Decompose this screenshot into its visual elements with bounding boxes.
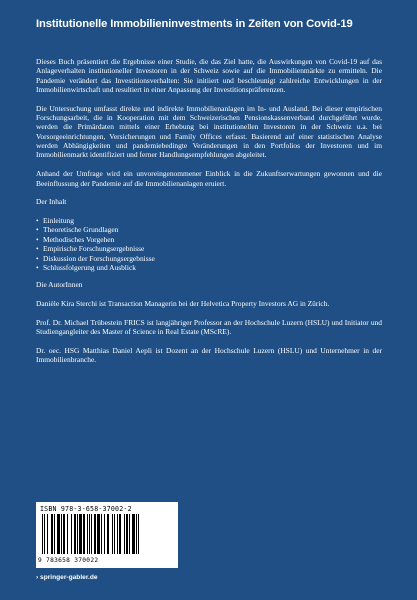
publisher-website: › springer-gabler.de [36, 574, 98, 581]
blurb-paragraph-1: Dieses Buch präsentiert die Ergebnisse einer Studie, die das Ziel hatte, die Auswirkungen von Covid-19 auf das Anlageverhalten institutioneller Investoren in der Schweiz sowie auf die Immobilienmärkte zu ermitteln. Die Pandemie verändert das Investitionsverhalten: Sie initiiert und beschleunigt zahlreiche Entwicklungen in der Immobilienwirtschaft und resultiert in einer Anpassung der Investitionspräferenzen. [36, 57, 382, 95]
authors-heading: Die AutorInnen [36, 280, 83, 290]
author-bio-2: Prof. Dr. Michael Trübestein FRICS ist langjähriger Professor an der Hochschule Luzern (HSLU) und Initiator und Studiengangleiter des Master of Science in Real Estate (MScRE). [36, 317, 382, 337]
author-bio-3: Dr. oec. HSG Matthias Daniel Aepli ist Dozent an der Hochschule Luzern (HSLU) und Unternehmer in der Immobilienbranche. [36, 346, 382, 365]
blurb-paragraph-2: Die Untersuchung umfasst direkte und indirekte Immobilienanlagen im In- und Ausland. Bei dieser empirischen Forschungsarbeit, die in Kooperation mit dem Schweizerischen Pensionskassenverband durchgeführt wurde, werden die Primärdaten mittels einer Erhebung bei institutionellen Investoren in der Schweiz u.a. bei Vorsorgeeinrichtungen, Versicherungen und Family Offices erfasst. Basierend auf einer statistischen Analyse werden Abhängigkeiten und pandemiebedingte Veränderungen in den Portfolios der Investoren und im Immobilienmarkt identifiziert und ferner Handlungsempfehlungen abgeleitet. [36, 103, 382, 160]
isbn-barcode [36, 502, 178, 568]
contents-heading: Der Inhalt [36, 197, 67, 207]
contents-item: • Einleitung [36, 216, 74, 226]
isbn-number: ISBN 978-3-658-37002-2 [40, 505, 132, 513]
contents-item: • Schlussfolgerung und Ausblick [36, 263, 136, 273]
barcode-digits: 9 783658 370022 [38, 557, 99, 564]
bullet-icon: • [36, 253, 39, 263]
bullet-icon: • [36, 225, 39, 235]
contents-item: • Empirische Forschungsergebnisse [36, 244, 145, 254]
bullet-icon: • [36, 244, 39, 254]
author-bio-1: Danièle Kira Sterchi ist Transaction Managerin bei der Helvetica Property Investors AG in Zürich. [36, 299, 330, 309]
book-title: Institutionelle Immobilieninvestments in Zeiten von Covid-19 [36, 18, 353, 30]
bullet-icon: • [36, 263, 39, 273]
contents-list [36, 216, 382, 272]
bullet-icon: • [36, 216, 39, 226]
contents-item: • Diskussion der Forschungsergebnisse [36, 253, 155, 263]
contents-item: • Theoretische Grundlagen [36, 225, 119, 235]
blurb-paragraph-3: Anhand der Umfrage wird ein unvoreingenommener Einblick in die Zukunftserwartungen gewonnen und die Beeinflussung der Pandemie auf die Immobilienanlagen eruiert. [36, 169, 382, 188]
contents-item: • Methodisches Vorgehen [36, 234, 115, 244]
blurb [36, 57, 382, 374]
barcode-icon [40, 514, 174, 556]
bullet-icon: • [36, 234, 39, 244]
